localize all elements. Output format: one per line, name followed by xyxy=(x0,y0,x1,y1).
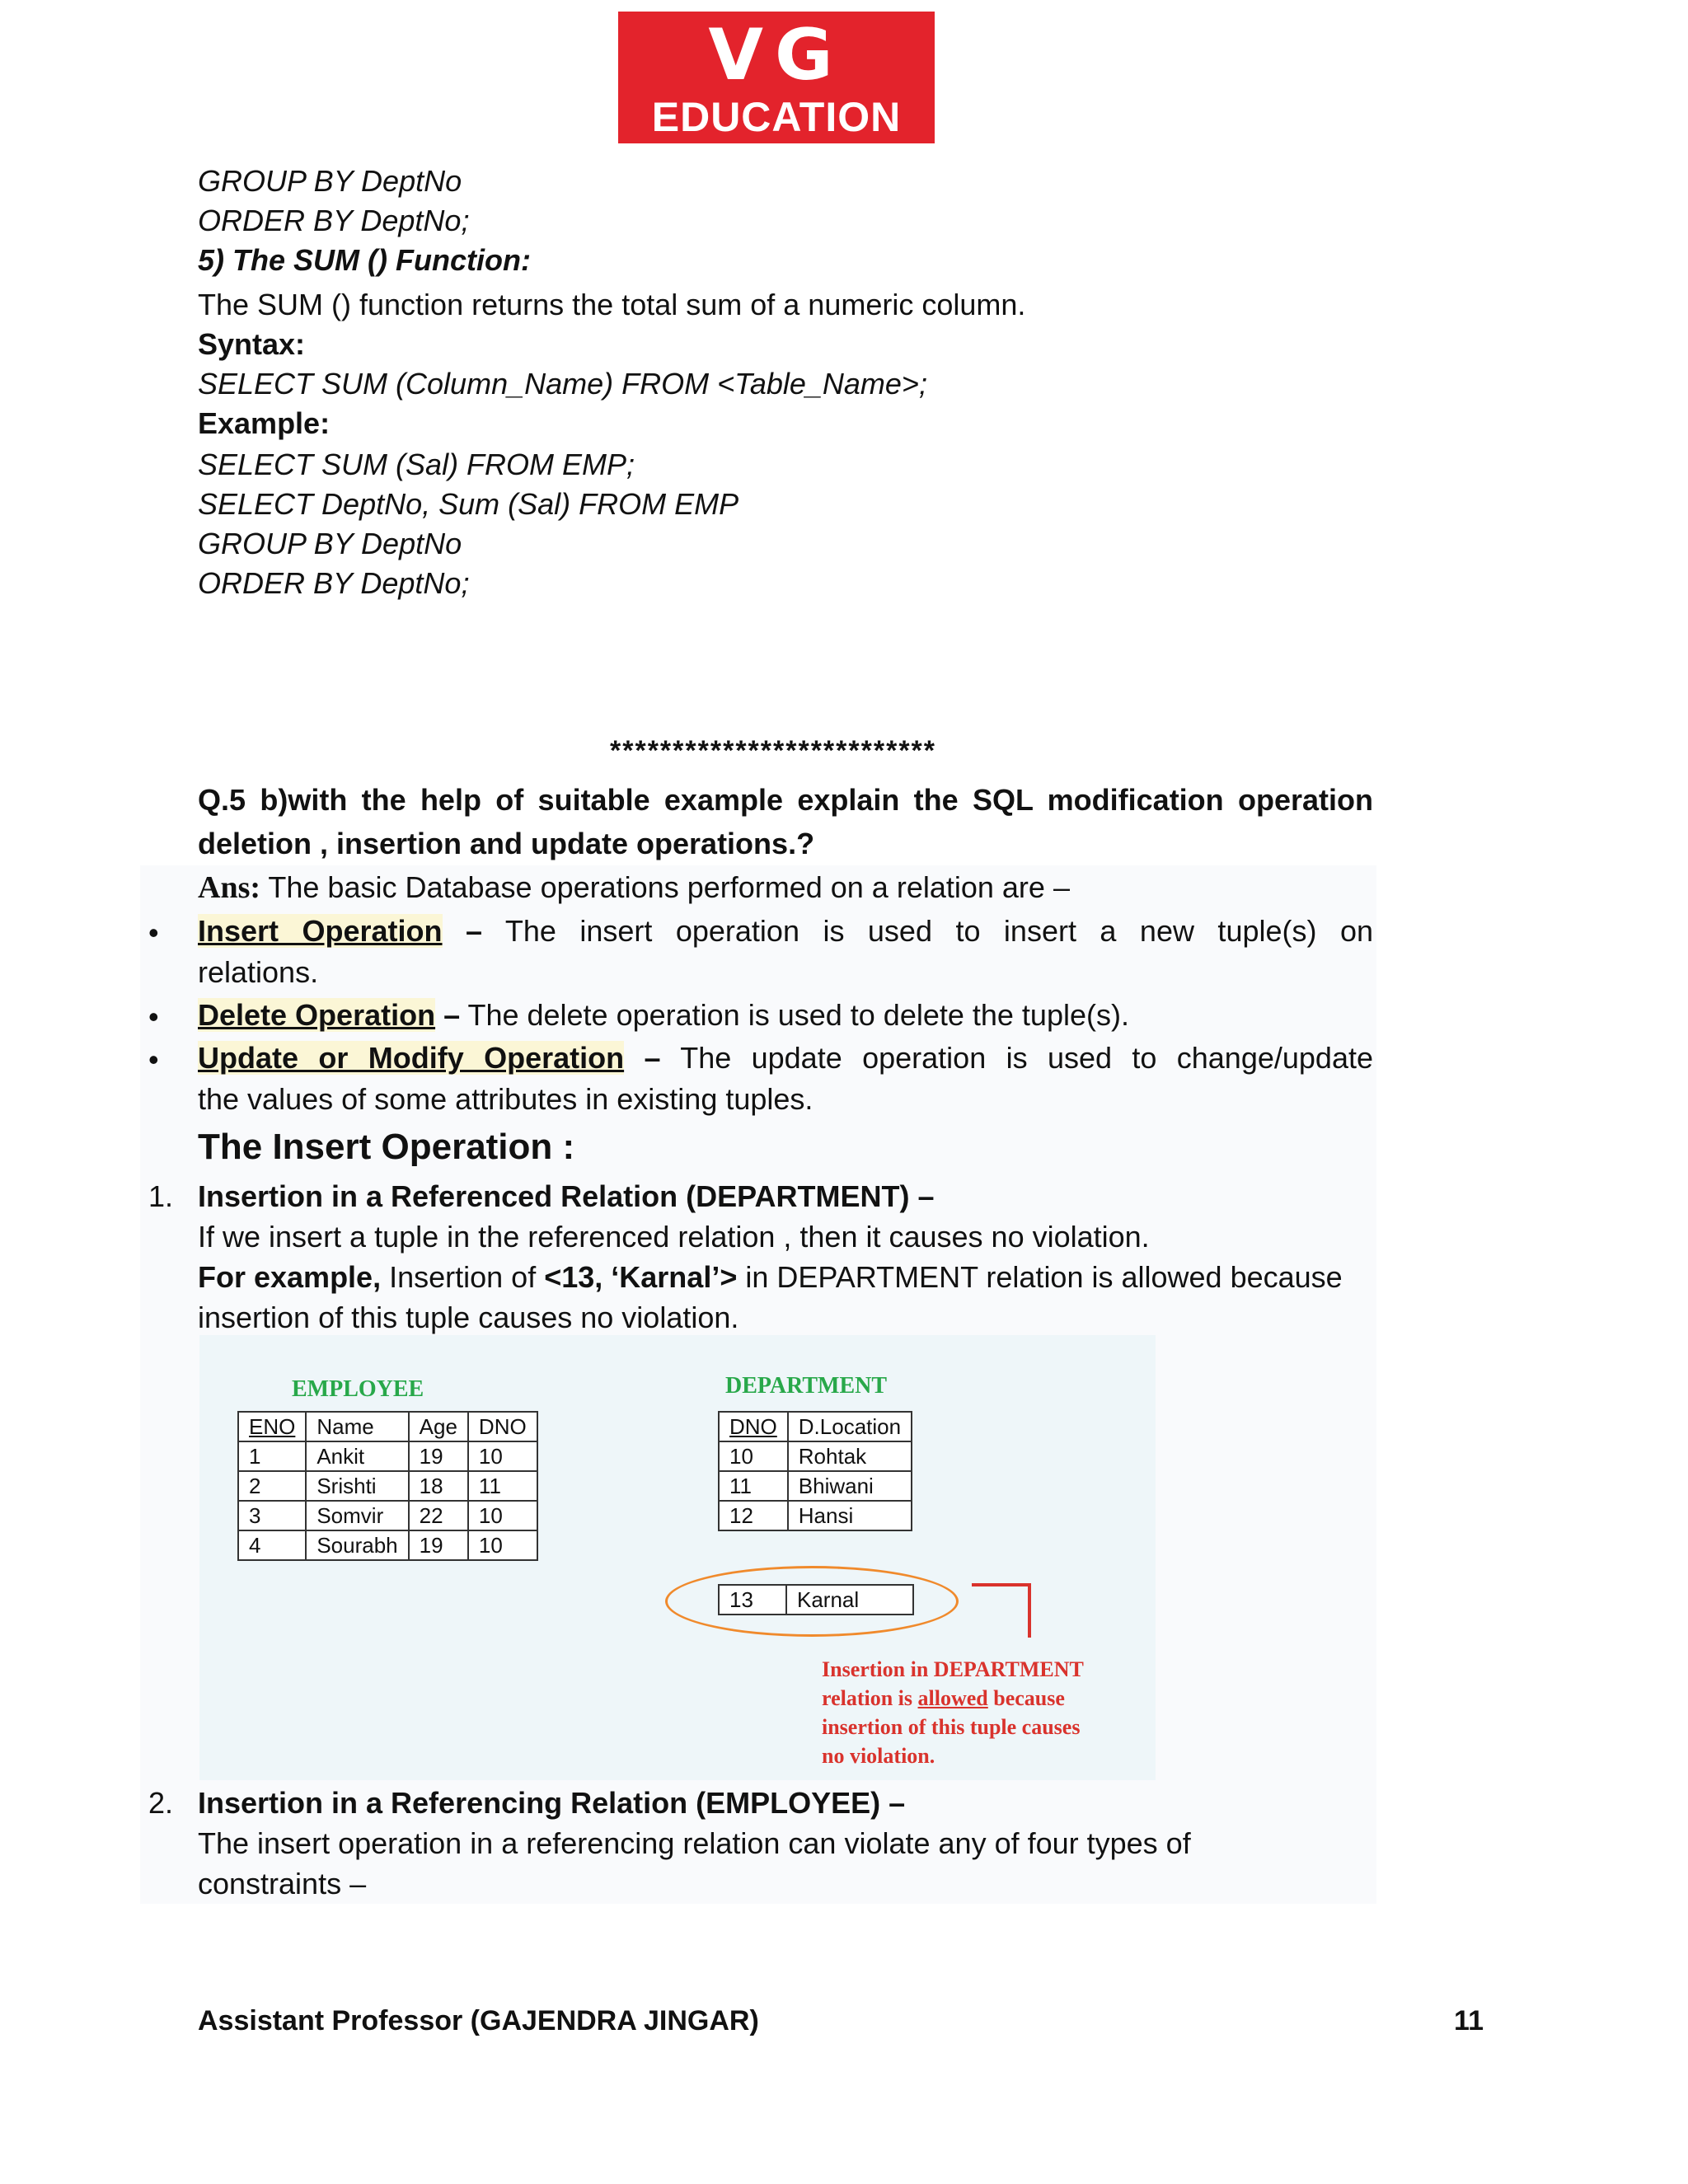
bullet-dot: • xyxy=(148,916,159,949)
note-text: relation is xyxy=(822,1686,918,1710)
text-span: in DEPARTMENT relation is allowed because xyxy=(737,1260,1343,1294)
code-line: ORDER BY DeptNo; xyxy=(198,204,470,237)
department-title: DEPARTMENT xyxy=(725,1373,888,1399)
separator: ************************** xyxy=(610,735,937,766)
table-row xyxy=(719,1471,912,1501)
table-cell: 22 xyxy=(409,1501,468,1530)
table-cell: 18 xyxy=(409,1471,468,1501)
table-header-row xyxy=(719,1412,912,1441)
question-line: deletion , insertion and update operations.? xyxy=(198,827,815,860)
bullet-continuation: relations. xyxy=(198,955,319,989)
bullet-text: The delete operation is used to delete the tuple(s). xyxy=(460,998,1129,1032)
question-line: Q.5 b)with the help of suitable example explain the SQL modification operation xyxy=(198,783,1373,817)
example-label: For example, xyxy=(198,1260,382,1294)
bullet-term: Delete Operation xyxy=(198,998,436,1032)
bullet-text: The update operation is used to change/update xyxy=(660,1041,1373,1075)
header-cell: D.Location xyxy=(788,1412,912,1441)
table-cell: Hansi xyxy=(788,1501,912,1530)
bullet-delete xyxy=(198,996,1129,1035)
table-cell: Bhiwani xyxy=(788,1471,912,1501)
paragraph: The SUM () function returns the total sum of a numeric column. xyxy=(198,288,1026,321)
bullet-update xyxy=(198,1038,1373,1078)
table-cell: 1 xyxy=(238,1441,306,1471)
table-row xyxy=(238,1441,537,1471)
table-header-row xyxy=(238,1412,537,1441)
logo-mark: VG xyxy=(708,14,845,96)
bullet-text: The insert operation is used to insert a new tuple(s) on xyxy=(482,914,1373,948)
answer-line xyxy=(198,868,1070,907)
answer-label: Ans: xyxy=(198,870,261,905)
table-cell: 19 xyxy=(409,1441,468,1471)
paragraph: The insert operation in a referencing relation can violate any of four types of xyxy=(198,1826,1191,1860)
insertion-diagram xyxy=(199,1335,1156,1780)
logo-text: EDUCATION xyxy=(651,94,902,140)
table-cell: Sourabh xyxy=(306,1530,408,1560)
note-line: insertion of this tuple causes xyxy=(822,1715,1081,1739)
page-number: 11 xyxy=(1454,2005,1484,2036)
table-cell: 10 xyxy=(468,1441,537,1471)
employee-table xyxy=(237,1411,538,1561)
table-cell: Somvir xyxy=(306,1501,408,1530)
department-table xyxy=(718,1411,912,1531)
section-heading: 5) The SUM () Function: xyxy=(198,243,531,277)
table-cell: 11 xyxy=(468,1471,537,1501)
note-line xyxy=(822,1684,1084,1713)
example-label: Example: xyxy=(198,406,331,440)
table-cell: Karnal xyxy=(786,1585,913,1615)
code-line: SELECT SUM (Column_Name) FROM <Table_Name>; xyxy=(198,367,927,401)
table-row xyxy=(238,1471,537,1501)
table-row xyxy=(719,1585,913,1615)
answer-text: The basic Database operations performed on a relation are – xyxy=(260,870,1070,904)
bullet-continuation: the values of some attributes in existing tuples. xyxy=(198,1082,814,1116)
paragraph: If we insert a tuple in the referenced relation , then it causes no violation. xyxy=(198,1220,1150,1254)
text-span: Insertion of xyxy=(381,1260,545,1294)
table-row xyxy=(238,1530,537,1560)
insert-heading: The Insert Operation : xyxy=(198,1127,575,1167)
item-number: 1. xyxy=(148,1179,174,1213)
footer-author: Assistant Professor (GAJENDRA JINGAR) xyxy=(198,2005,759,2036)
note-line: Insertion in DEPARTMENT xyxy=(822,1657,1084,1681)
note-line: no violation. xyxy=(822,1744,935,1768)
item-title: Insertion in a Referenced Relation (DEPARTMENT) – xyxy=(198,1179,935,1213)
item-title: Insertion in a Referencing Relation (EMPLOYEE) – xyxy=(198,1786,906,1820)
table-cell: 19 xyxy=(409,1530,468,1560)
table-cell: Rohtak xyxy=(788,1441,912,1471)
header-cell: DNO xyxy=(719,1412,788,1441)
table-row xyxy=(238,1501,537,1530)
header-cell: Name xyxy=(306,1412,408,1441)
table-cell: 13 xyxy=(719,1585,786,1615)
code-line: SELECT SUM (Sal) FROM EMP; xyxy=(198,448,635,481)
code-line: ORDER BY DeptNo; xyxy=(198,566,470,600)
table-row xyxy=(719,1441,912,1471)
bullet-dot: • xyxy=(148,1000,159,1033)
header-cell: Age xyxy=(409,1412,468,1441)
bullet-term: Update or Modify Operation xyxy=(198,1041,625,1075)
table-cell: 3 xyxy=(238,1501,306,1530)
code-line: GROUP BY DeptNo xyxy=(198,164,462,198)
bullet-term: Insert Operation xyxy=(198,914,443,948)
tuple-value: <13, ‘Karnal’> xyxy=(544,1260,738,1294)
table-cell: 4 xyxy=(238,1530,306,1560)
bullet-dash: – xyxy=(442,914,483,948)
table-cell: 12 xyxy=(719,1501,788,1530)
paragraph: constraints – xyxy=(198,1867,367,1900)
header-cell: DNO xyxy=(468,1412,537,1441)
vg-education-logo xyxy=(618,12,935,143)
header-cell: ENO xyxy=(238,1412,306,1441)
connector-line xyxy=(972,1583,1031,1586)
bullet-insert xyxy=(198,912,1373,951)
bullet-dot: • xyxy=(148,1043,159,1076)
table-row xyxy=(719,1501,912,1530)
table-cell: Ankit xyxy=(306,1441,408,1471)
table-cell: 10 xyxy=(468,1501,537,1530)
note-emphasis: allowed xyxy=(917,1686,988,1710)
table-cell: Srishti xyxy=(306,1471,408,1501)
item-number: 2. xyxy=(148,1786,174,1820)
new-tuple-table xyxy=(718,1584,914,1615)
bullet-dash: – xyxy=(435,998,461,1032)
code-line: SELECT DeptNo, Sum (Sal) FROM EMP xyxy=(198,487,739,521)
annotation-note xyxy=(822,1655,1084,1770)
employee-title: EMPLOYEE xyxy=(292,1376,424,1402)
paragraph xyxy=(198,1258,1343,1297)
bullet-dash: – xyxy=(624,1041,661,1075)
connector-line xyxy=(1028,1583,1031,1638)
paragraph: insertion of this tuple causes no violation. xyxy=(198,1301,739,1334)
note-text: because xyxy=(987,1686,1065,1710)
table-cell: 2 xyxy=(238,1471,306,1501)
syntax-label: Syntax: xyxy=(198,327,306,361)
table-cell: 11 xyxy=(719,1471,788,1501)
code-line: GROUP BY DeptNo xyxy=(198,527,462,560)
table-cell: 10 xyxy=(468,1530,537,1560)
table-cell: 10 xyxy=(719,1441,788,1471)
